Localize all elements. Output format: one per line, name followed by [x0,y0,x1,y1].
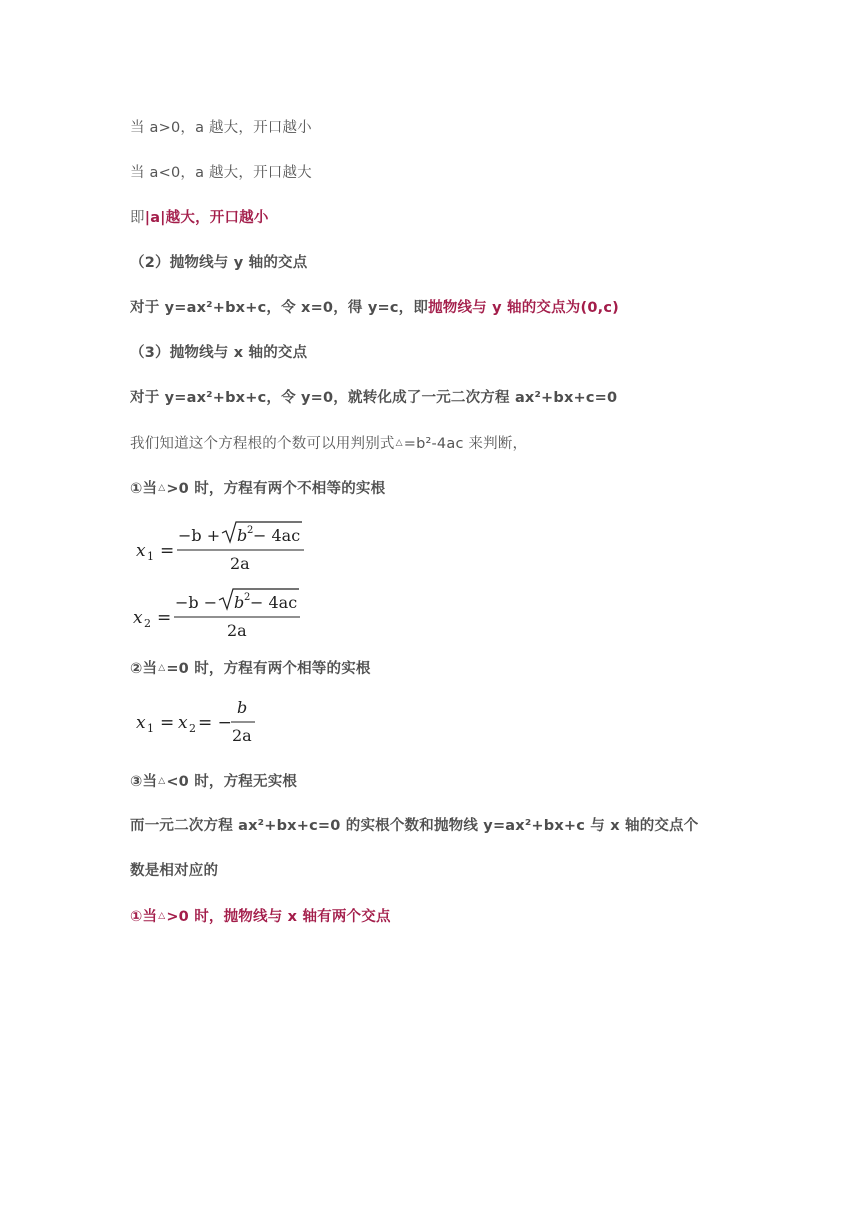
delta-symbol: △ [158,911,166,921]
case3-text-b: <0 时，方程无实根 [166,774,298,790]
case1-text-b: >0 时，方程有两个不相等的实根 [166,481,386,497]
formula-x1 [130,518,310,574]
formula-x1-sup: 2 [247,525,254,536]
text-line-correspondence-1: 而一元二次方程 ax²+bx+c=0 的实根个数和抛物线 y=ax²+bx+c 与 x 轴的交点个 [130,818,699,834]
text-line-discriminant [130,433,527,454]
text-line-quadratic-equation: 对于 y=ax²+bx+c，令 y=0，就转化成了一元二次方程 ax²+bx+c=0 [130,390,618,406]
case-two-intersections [130,906,391,927]
case-delta-negative [130,771,297,792]
delta-symbol: △ [158,663,166,673]
formula-x2-rad: b [234,593,245,612]
formula-x2-den: 2a [227,621,247,640]
case2-text-a: ②当 [130,661,158,677]
case1-text-a: ①当 [130,481,158,497]
last-text-a: ①当 [130,909,158,925]
discriminant-text-a: 我们知道这个方程根的个数可以用判别式 [130,436,395,452]
formula-x2 [130,585,310,641]
heading-x-intercept: （3）抛物线与 x 轴的交点 [130,345,308,361]
formula-x1-lhs: x [136,541,146,561]
y-intercept-highlight: 抛物线与 y 轴的交点为(0,c) [428,300,619,316]
formula-eq2: = − [198,713,232,733]
formula-x2-lhs: x [178,713,188,733]
heading-y-intercept: （2）抛物线与 y 轴的交点 [130,255,308,271]
text-line-correspondence-2: 数是相对应的 [130,863,219,879]
text-line-abs-a [130,208,269,228]
formula-den: 2a [232,726,252,745]
case2-text-b: =0 时，方程有两个相等的实根 [166,661,371,677]
formula-equal-roots [130,694,270,750]
formula-x1-sub: 1 [147,722,154,735]
y-intercept-prefix: 对于 y=ax²+bx+c，令 x=0，得 y=c，即 [130,300,429,316]
case-delta-positive [130,478,385,499]
text-line-y-intercept [130,298,619,318]
case3-text-a: ③当 [130,774,158,790]
abs-a-prefix: 即 [130,210,145,226]
delta-symbol: △ [395,438,403,448]
delta-symbol: △ [158,776,166,786]
formula-x1-sub: 1 [147,550,154,563]
text-line-a-positive: 当 a>0，a 越大，开口越小 [130,120,312,136]
formula-x2-sub: 2 [189,722,196,735]
formula-x2-sup: 2 [244,592,251,603]
formula-x1-eq: = [160,541,175,561]
formula-x2-sub: 2 [144,617,151,630]
case-delta-zero [130,658,371,679]
formula-x2-rad-b: − 4ac [250,593,298,612]
formula-x2-eq: = [157,608,172,628]
abs-a-highlight: |a|越大，开口越小 [144,210,269,226]
formula-x2-num: −b − [175,593,218,612]
formula-x2-lhs: x [133,608,143,628]
formula-x1-den: 2a [230,554,250,573]
formula-x1-rad: b [237,526,248,545]
discriminant-text-b: =b²-4ac 来判断， [403,436,528,452]
formula-x1-num: −b + [178,526,221,545]
formula-x1-rad-b: − 4ac [253,526,301,545]
text-line-a-negative: 当 a<0，a 越大，开口越大 [130,165,312,181]
last-text-b: >0 时，抛物线与 x 轴有两个交点 [166,909,391,925]
formula-eq1: = [160,713,175,733]
formula-x1-lhs: x [136,713,146,733]
delta-symbol: △ [158,483,166,493]
formula-num: b [237,698,248,717]
